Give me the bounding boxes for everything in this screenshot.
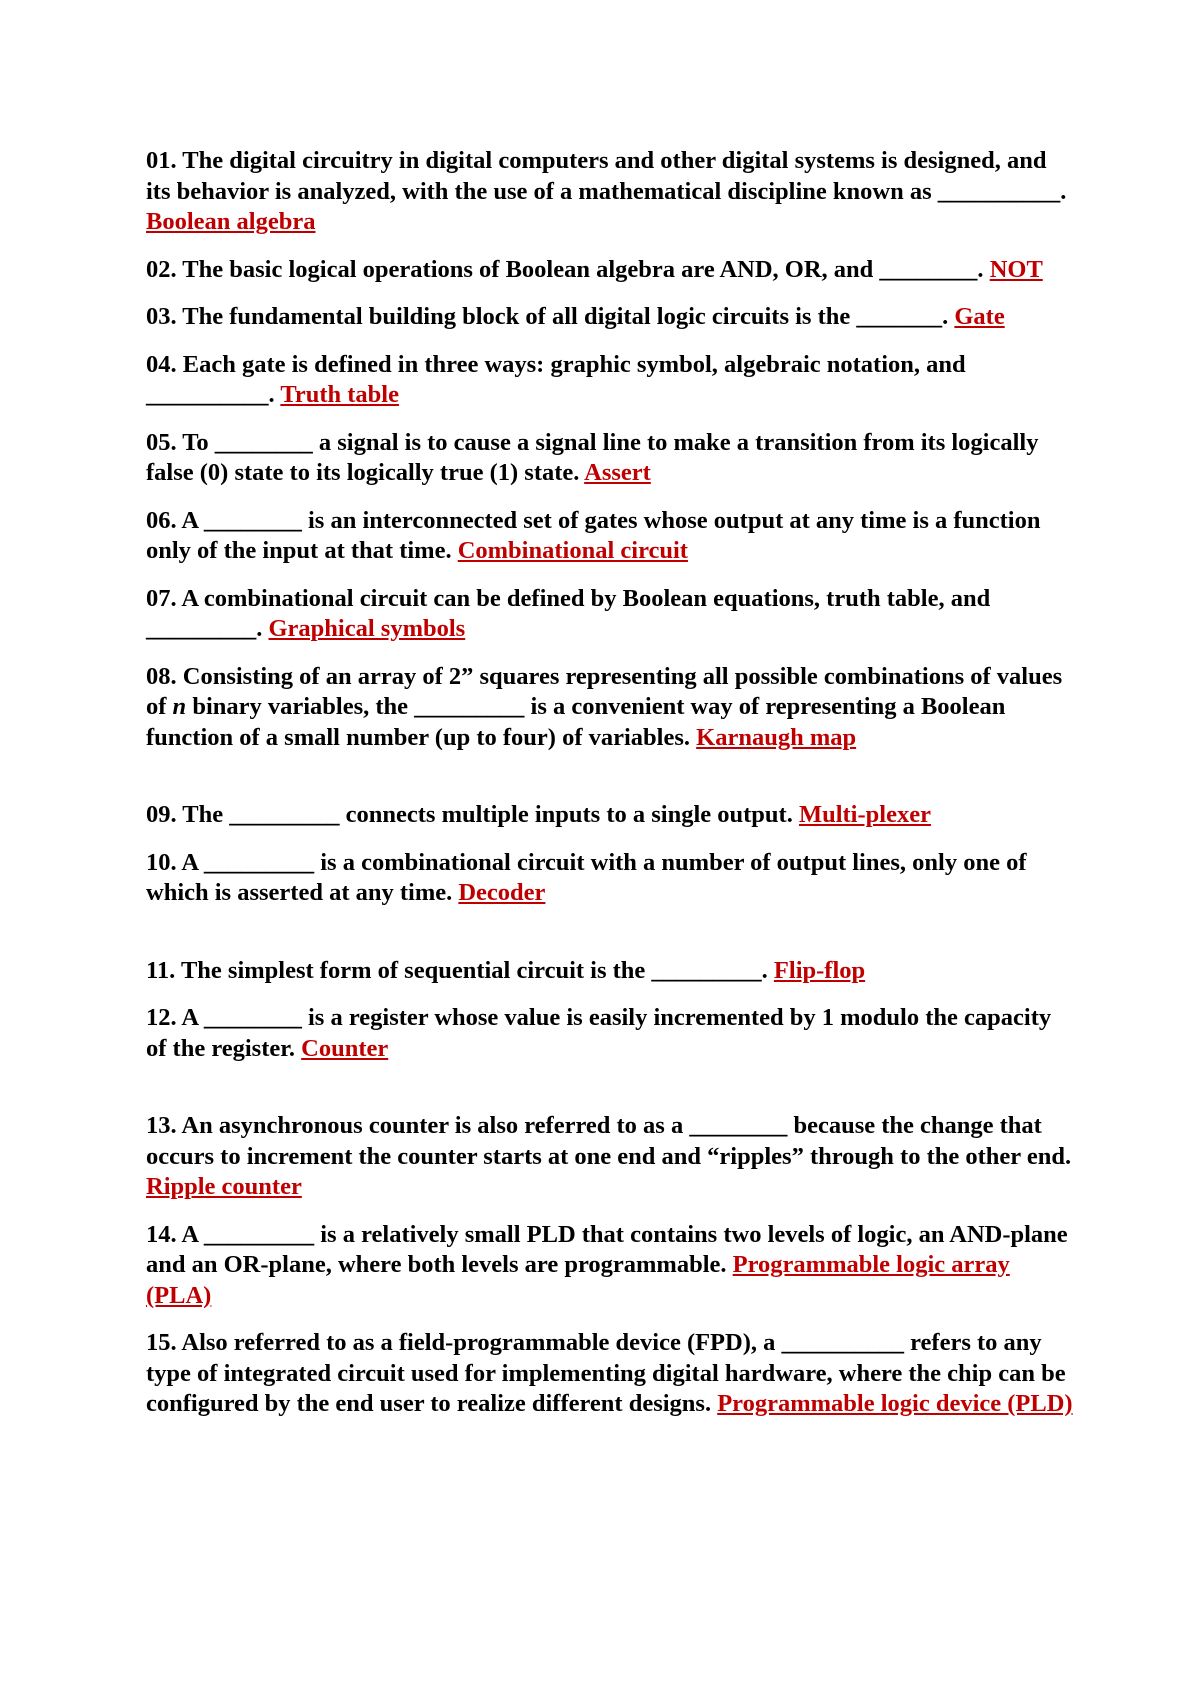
question-item bbox=[146, 1111, 1076, 1203]
question-text: The digital circuitry in digital computers and other digital systems is designed, and its behavior is analyzed, with the use of a mathematical discipline known as __________. bbox=[146, 147, 1067, 205]
question-text: Consisting of an array of 2” squares representing all possible combinations of values of bbox=[146, 662, 1063, 720]
answer-text: Ripple counter bbox=[146, 1173, 302, 1200]
question-item bbox=[146, 956, 1076, 987]
question-text: To ________ a signal is to cause a signal line to make a transition from its logically false (0) state to its logically true (1) state. bbox=[146, 428, 1039, 486]
question-item bbox=[146, 302, 1076, 333]
question-text: A _________ is a relatively small PLD that contains two levels of logic, an AND-plane and an OR-plane, where both levels are programmable. bbox=[146, 1220, 1068, 1278]
question-item bbox=[146, 800, 1076, 831]
question-item bbox=[146, 1328, 1076, 1420]
answer-text: Gate bbox=[954, 303, 1005, 330]
question-text: The fundamental building block of all digital logic circuits is the _______. bbox=[176, 303, 955, 330]
question-item bbox=[146, 1003, 1076, 1064]
question-item bbox=[146, 146, 1076, 238]
variable-n: n bbox=[172, 693, 187, 720]
question-text: binary variables, the _________ is a convenient way of representing a Boolean function of a small number (up to four) of variables. bbox=[146, 693, 1006, 751]
question-item bbox=[146, 1220, 1076, 1312]
question-number: 14. bbox=[146, 1220, 177, 1248]
question-number: 02. bbox=[146, 255, 177, 283]
question-item bbox=[146, 584, 1076, 645]
answer-text: Boolean algebra bbox=[146, 208, 316, 235]
question-text: The _________ connects multiple inputs to a single output. bbox=[176, 801, 799, 828]
question-number: 07. bbox=[146, 584, 177, 612]
answer-text: Counter bbox=[301, 1034, 389, 1062]
question-item bbox=[146, 506, 1076, 567]
question-number: 03. bbox=[146, 303, 177, 330]
question-number: 08. bbox=[146, 662, 177, 690]
question-text: A _________ is a combinational circuit with a number of output lines, only one of which is asserted at any time. bbox=[146, 848, 1027, 906]
question-number: 10. bbox=[146, 848, 177, 876]
question-number: 09. bbox=[146, 801, 177, 828]
question-number: 12. bbox=[146, 1004, 177, 1031]
answer-text: Combinational circuit bbox=[457, 537, 688, 564]
question-item bbox=[146, 350, 1076, 411]
question-list bbox=[146, 146, 1076, 1437]
question-item bbox=[146, 662, 1076, 754]
answer-text: Flip-flop bbox=[773, 956, 866, 984]
answer-text: Decoder bbox=[458, 879, 546, 906]
answer-text: Assert bbox=[584, 459, 651, 486]
answer-text: Programmable logic array (PLA) bbox=[146, 1251, 1010, 1309]
question-number: 13. bbox=[146, 1112, 177, 1139]
question-text: The basic logical operations of Boolean algebra are AND, OR, and ________. bbox=[176, 255, 990, 283]
question-item bbox=[146, 255, 1076, 286]
question-item bbox=[146, 848, 1076, 909]
question-text: A combinational circuit can be defined by Boolean equations, truth table, and _________. bbox=[146, 584, 991, 642]
answer-text: Multi-plexer bbox=[798, 801, 931, 828]
question-number: 04. bbox=[146, 350, 177, 378]
question-text: A ________ is a register whose value is easily incremented by 1 modulo the capacity of the register. bbox=[146, 1004, 1052, 1062]
question-text: Also referred to as a field-programmable device (FPD), a __________ refers to any type of integrated circuit used for implementing digital hardware, where the chip can be configured by the end user to realize different designs. bbox=[146, 1329, 1066, 1417]
question-number: 15. bbox=[146, 1329, 177, 1356]
question-text: An asynchronous counter is also referred to as a ________ because the change that occurs to increment the counter starts at one end and “ripples” through to the other end. bbox=[146, 1112, 1072, 1170]
question-text: The simplest form of sequential circuit is the _________. bbox=[175, 956, 774, 984]
answer-text: Truth table bbox=[280, 381, 399, 408]
answer-text: NOT bbox=[989, 255, 1043, 283]
answer-text: Programmable logic device (PLD) bbox=[717, 1390, 1073, 1417]
question-number: 01. bbox=[146, 147, 177, 174]
question-number: 11. bbox=[146, 956, 176, 984]
question-number: 05. bbox=[146, 428, 177, 456]
answer-text: Karnaugh map bbox=[696, 723, 857, 751]
question-text: A ________ is an interconnected set of gates whose output at any time is a function only of the input at that time. bbox=[146, 506, 1041, 564]
answer-text: Graphical symbols bbox=[268, 615, 466, 642]
question-item bbox=[146, 428, 1076, 489]
question-number: 06. bbox=[146, 506, 177, 534]
question-text: Each gate is defined in three ways: graphic symbol, algebraic notation, and __________. bbox=[146, 350, 966, 408]
